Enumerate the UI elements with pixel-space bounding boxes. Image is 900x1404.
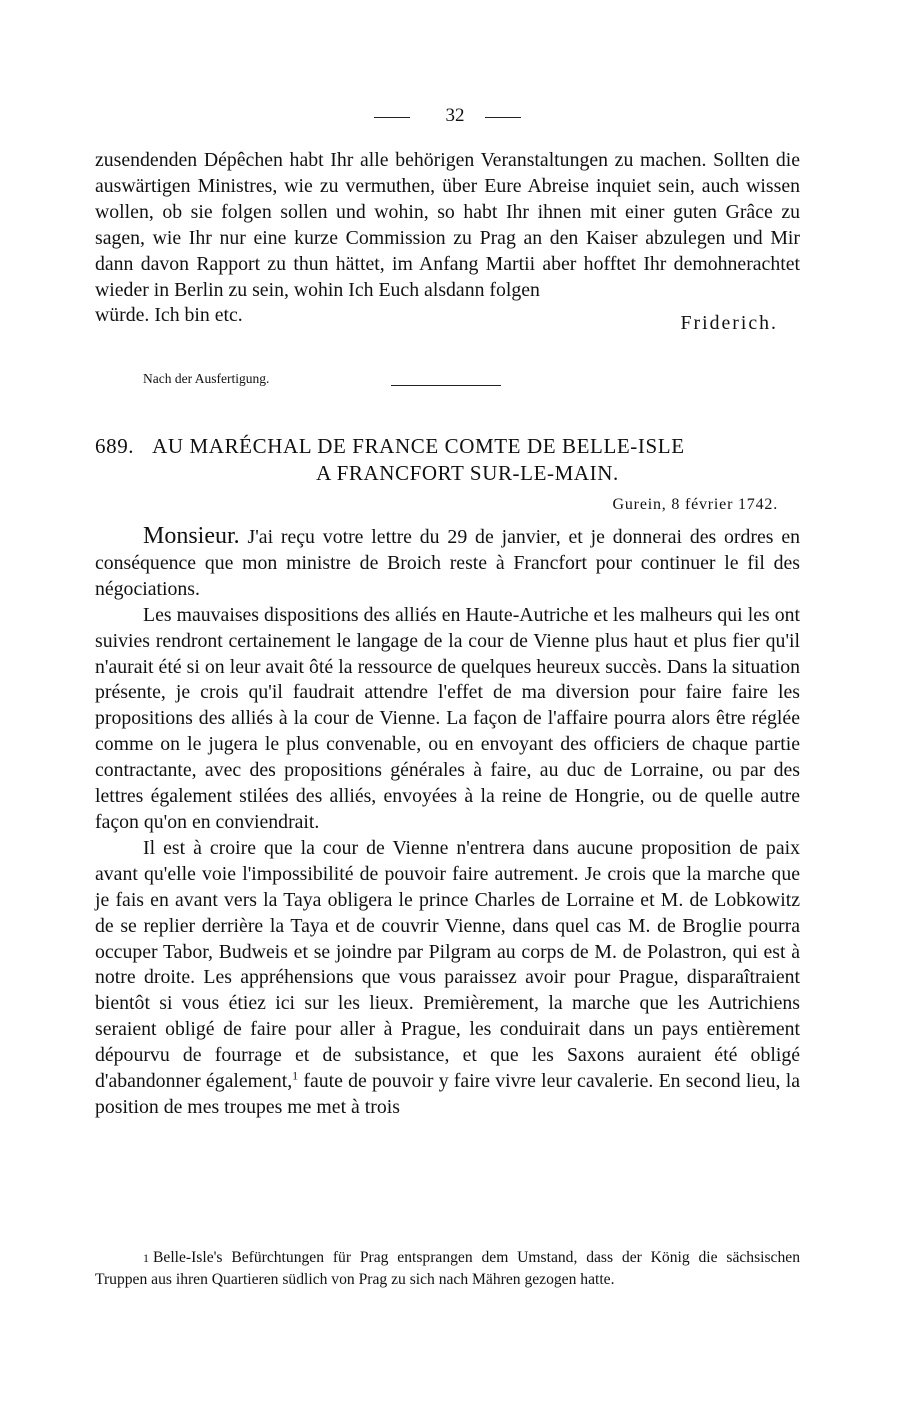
entry-number: 689. — [95, 434, 135, 458]
header-rule-left — [374, 117, 410, 118]
dateline: Gurein, 8 février 1742. — [612, 496, 778, 513]
footnote — [95, 1247, 800, 1291]
page-number: 32 — [445, 105, 465, 126]
paragraph-3-text-b: faute de pouvoir y faire vivre leur cavalerie. En second lieu, la position de mes troupes me met à trois — [95, 1070, 800, 1118]
section-divider — [391, 385, 501, 386]
paragraph-1 — [95, 524, 800, 603]
footnote-mark: 1 — [143, 1251, 149, 1265]
previous-letter-ending — [95, 148, 800, 337]
entry-title: AU MARÉCHAL DE FRANCE COMTE DE BELLE-ISLE — [152, 434, 685, 458]
footnote-reference: 1 — [292, 1068, 299, 1083]
entry-heading — [95, 433, 800, 487]
paragraph-3-text-a: Il est à croire que la cour de Vienne n'entrera dans aucune proposition de paix avant qu'elle voie l'impossibilité de pouvoir faire autrement. Je crois que la marche que je fais en avant vers la Taya obligera le prince Charles de Lorraine et M. de Lobkowitz de se replier derrière la Taya et de couvrir Vienne, dans quel cas M. de Broglie pourra occuper Tabor, Budweis et se joindre par Pilgram au corps de M. de Polastron, qui est à notre droite. Les appréhensions que vous paraissez avoir pour Prague, disparaîtraient bientôt si vous étiez ici sur les lieux. Premièrement, la marche que les Autrichiens seraient obligé de faire pour aller à Prague, les conduirait dans un pays entièrement dépourvu de fourrage et de subsistance, et que les Saxons auraient été obligé d'abandonner également, — [95, 836, 800, 1093]
letter-text: zusendenden Dépêchen habt Ihr alle behörigen Veranstaltungen zu machen. Sollten die auswärtigen Ministres, wie zu vermuthen, über Eure Abreise inquiet sein, auch wissen wollen, ob sie folgen sollen und wohin, so habt Ihr ihnen mit einer guten Grâce zu sagen, wie Ihr nur eine kurze Commission zu Prag an den Kaiser abzulegen und Mir dann davon Rapport zu thun hättet, im Anfang Martii aber hofftet Ihr demohnerachtet wieder in Berlin zu sein, wohin Ich Euch alsdann folgen — [95, 149, 800, 301]
entry-heading-line2: A FRANCFORT SUR-LE-MAIN. — [316, 461, 619, 485]
signature: Friderich. — [680, 312, 778, 335]
letter-body — [95, 524, 800, 1121]
footnote-text: Belle-Isle's Befürchtungen für Prag entsprangen dem Umstand, dass der König die sächsischen Truppen aus ihren Quartieren südlich von Prag zu sich nach Mähren gezogen hatte. — [95, 1249, 800, 1288]
letter-closing: würde. Ich bin etc. — [95, 304, 243, 327]
paragraph-2: Les mauvaises dispositions des alliés en Haute-Autriche et les malheurs qui les ont suivies rendront certainement le langage de la cour de Vienne plus haut et plus fier qu'il n'aurait été si on leur avait ôté la ressource de quelques heureux succès. Dans la situation présente, je crois qu'il faudrait attendre l'effet de ma diversion pour faire faire les propositions des alliés à la cour de Vienne. La façon de l'affaire pourra alors être réglée comme on le jugera le plus convenable, ou en envoyant des officiers de chaque partie contractante, avec des propositions générales à faire, au duc de Lorraine, ou par des lettres également stilées des alliés, envoyées à la reine de Hongrie, ou de quelle autre façon qu'on en conviendrait. — [95, 603, 800, 833]
entry-heading-line1 — [95, 433, 800, 460]
running-header — [95, 100, 800, 134]
paragraph-1-text: J'ai reçu votre lettre du 29 de janvier, et je donnerai des ordres en conséquence que mon ministre de Broich reste à Francfort pour continuer le fil des négociations. — [95, 526, 800, 600]
letter-closing-line — [95, 303, 800, 337]
header-rule-right — [485, 117, 521, 118]
salutation: Monsieur. — [143, 523, 240, 549]
source-note: Nach der Ausfertigung. — [143, 371, 270, 386]
paragraph-3 — [95, 836, 800, 1121]
